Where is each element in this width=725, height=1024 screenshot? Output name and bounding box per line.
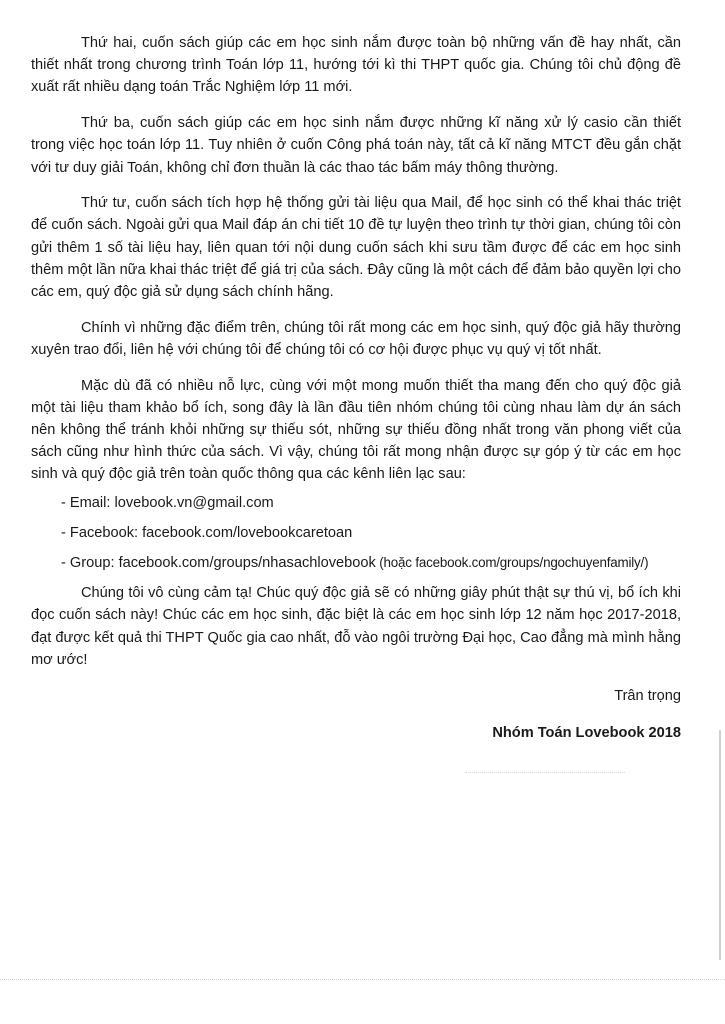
contact-email-label: - Email: xyxy=(61,494,115,511)
paragraph-second-point: Thứ hai, cuốn sách giúp các em học sinh nắm được toàn bộ những vấn đề hay nhất, cần thiết nhất trong chương trình Toán lớp 11, hướng tới kì thi THPT quốc gia. Chúng tôi chủ động đề xuất rất nhiều dạng toán Trắc Nghiệm lớp 11 mới. xyxy=(31,35,681,96)
paragraph-closing: Chúng tôi vô cùng cảm tạ! Chúc quý độc giả sẽ có những giây phút thật sự thú vị, bổ ích khi đọc cuốn sách này! Chúc các em học sinh, đặc biệt là các em học sinh lớp 12 năm học 2017-2018, đạt được kết quả thi THPT Quốc gia cao nhất, đỗ vào ngôi trường Đại học, Cao đẳng mà mình hằng mơ ước! xyxy=(31,585,681,668)
signature-closing: Trân trọng xyxy=(614,687,681,704)
contact-group-alt[interactable]: (hoặc facebook.com/groups/ngochuyenfamily/) xyxy=(375,555,649,571)
contact-facebook-value[interactable]: facebook.com/lovebookcaretoan xyxy=(142,524,353,541)
scan-speckle xyxy=(465,772,625,773)
paragraph-contact-request: Chính vì những đặc điểm trên, chúng tôi rất mong các em học sinh, quý độc giả hãy thường xuyên trao đổi, liên hệ với chúng tôi để chúng tôi có cơ hội được phục vụ quý vị tốt nhất. xyxy=(31,319,681,358)
signature-team: Nhóm Toán Lovebook 2018 xyxy=(492,724,681,741)
contact-group-label: - Group: xyxy=(61,555,119,572)
contact-email-value[interactable]: lovebook.vn@gmail.com xyxy=(114,494,274,511)
contact-facebook xyxy=(31,522,681,544)
scan-edge-line xyxy=(719,730,721,960)
contact-facebook-label: - Facebook: xyxy=(61,524,143,541)
contact-email xyxy=(31,492,681,514)
paragraph-feedback-request: Mặc dù đã có nhiều nỗ lực, cùng với một mong muốn thiết tha mang đến cho quý độc giả một tài liệu tham khảo bổ ích, song đây là lần đầu tiên nhóm chúng tôi cùng nhau làm dự án sách nên không thể tránh khỏi những sự thiếu sót, những sự thiếu đồng nhất trong văn phong viết của sách cũng như hình thức của sách. Vì vậy, chúng tôi rất mong nhận được sự góp ý từ các em học sinh và quý độc giả trên toàn quốc thông qua các kênh liên lạc sau: xyxy=(31,377,681,483)
contact-group-value[interactable]: facebook.com/groups/nhasachlovebook xyxy=(118,555,376,572)
scan-bottom-dots xyxy=(0,979,725,980)
paragraph-third-point: Thứ ba, cuốn sách giúp các em học sinh nắm được những kĩ năng xử lý casio cần thiết trong việc học toán lớp 11. Tuy nhiên ở cuốn Công phá toán này, tất cả kĩ năng MTCT đều gắn chặt với tư duy giải Toán, không chỉ đơn thuần là các thao tác bấm máy thông thường. xyxy=(31,115,681,176)
document-page xyxy=(31,32,681,744)
contact-group xyxy=(31,552,681,574)
paragraph-fourth-point: Thứ tư, cuốn sách tích hợp hệ thống gửi tài liệu qua Mail, để học sinh có thể khai thác triệt để cuốn sách. Ngoài gửi qua Mail đáp án chi tiết 10 đề tự luyện theo trình tự thời gian, chúng tôi còn gửi thêm 1 số tài liệu hay, liên quan tới nội dung cuốn sách khi sưu tầm được để các em học sinh thêm một lần nữa khai thác triệt để giá trị của sách. Đây cũng là một cách để đảm bảo quyền lợi cho các em, quý độc giả sử dụng sách chính hãng. xyxy=(31,195,681,301)
